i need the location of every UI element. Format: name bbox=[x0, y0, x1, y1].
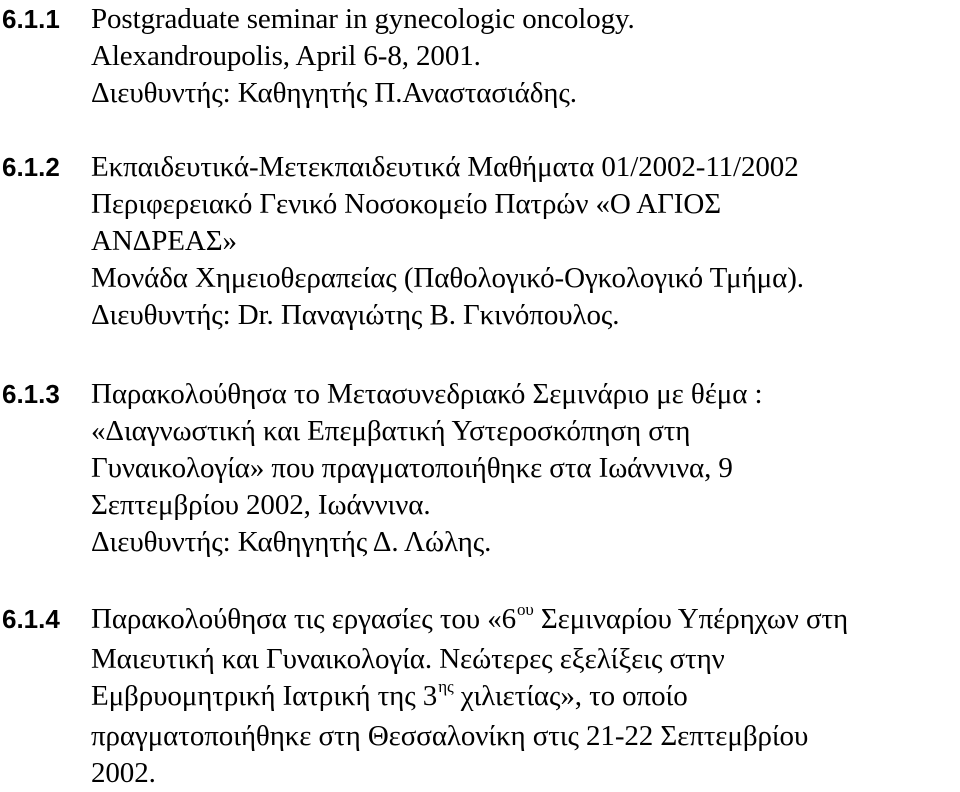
entry-line: Εκπαιδευτικά-Μετεκπαιδευτικά Μαθήματα 01/2002-11/2002 bbox=[91, 151, 799, 183]
entry-line: Σεπτεμβρίου 2002, Ιωάννινα. bbox=[91, 489, 431, 521]
entry-body bbox=[91, 1, 960, 112]
entry-number: 6.1.2 bbox=[2, 152, 60, 182]
entry-line: Alexandroupolis, April 6-8, 2001. bbox=[91, 40, 481, 72]
entry-line: πραγματοποιήθηκε στη Θεσσαλονίκη στις 21-22 Σεπτεμβρίου bbox=[91, 720, 809, 752]
entry-text: χιλιετίας», το οποίο bbox=[453, 680, 688, 712]
entry-body bbox=[91, 149, 960, 334]
entry-line: ΑΝΔΡΕΑΣ» bbox=[91, 225, 237, 257]
entry-line: Παρακολούθησα το Μετασυνεδριακό Σεμινάριο με θέμα : bbox=[91, 378, 763, 410]
entry-line: Διευθυντής: Dr. Παναγιώτης Β. Γκινόπουλος. bbox=[91, 299, 620, 331]
entry-line bbox=[91, 601, 960, 641]
entry-number: 6.1.4 bbox=[2, 604, 60, 634]
entry-number: 6.1.1 bbox=[2, 4, 60, 34]
entry-line: Διευθυντής: Καθηγητής Δ. Λώλης. bbox=[91, 526, 492, 558]
entry-line: Μαιευτική και Γυναικολογία. Νεώτερες εξελίξεις στην bbox=[91, 643, 725, 675]
entry-line: 2002. bbox=[91, 757, 156, 789]
entry-text: Εμβρυομητρική Ιατρική της 3 bbox=[91, 680, 438, 712]
entry-line: «Διαγνωστική και Επεμβατική Υστεροσκόπηση στη bbox=[91, 415, 691, 447]
superscript: ης bbox=[438, 677, 454, 696]
entry-number: 6.1.3 bbox=[2, 379, 60, 409]
entry-line: Διευθυντής: Καθηγητής Π.Αναστασιάδης. bbox=[91, 77, 577, 109]
entry-line bbox=[91, 678, 960, 718]
entry-body bbox=[91, 601, 960, 792]
entry-line: Μονάδα Χημειοθεραπείας (Παθολογικό-Ογκολογικό Τμήμα). bbox=[91, 262, 804, 294]
entry-body bbox=[91, 376, 960, 561]
superscript: ου bbox=[517, 600, 534, 619]
entry-text: Σεμιναρίου Υπέρηχων στη bbox=[533, 603, 849, 635]
entry-line: Περιφερειακό Γενικό Νοσοκομείο Πατρών «Ο ΑΓΙΟΣ bbox=[91, 188, 721, 220]
entry-line: Γυναικολογία» που πραγματοποιήθηκε στα Ιωάννινα, 9 bbox=[91, 452, 733, 484]
entry-text: Παρακολούθησα τις εργασίες του «6 bbox=[91, 603, 516, 635]
entry-line: Postgraduate seminar in gynecologic oncology. bbox=[91, 3, 635, 35]
